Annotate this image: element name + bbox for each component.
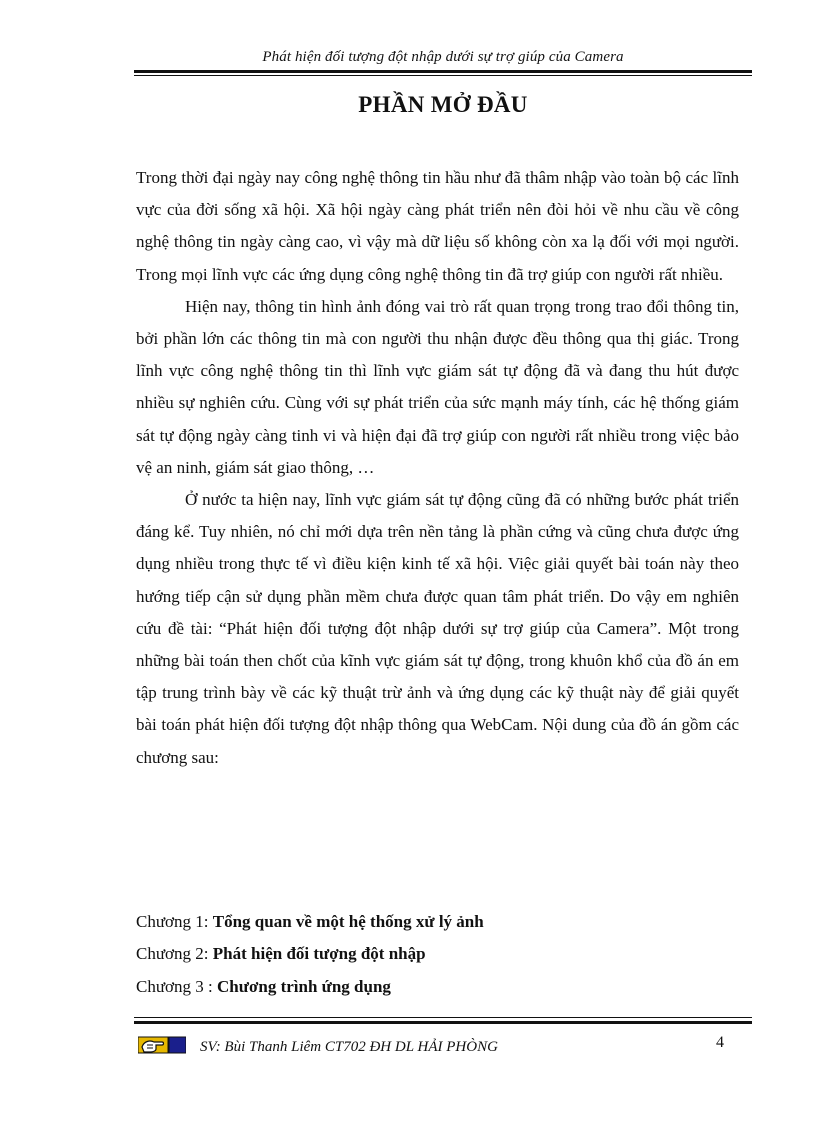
paragraph: Ở nước ta hiện nay, lĩnh vực giám sát tự động cũng đã có những bước phát triển đáng kể. Tuy nhiên, nó chỉ mới dựa trên nền tảng là phần cứng và cũng chưa được ứng dụng nhiều trong thực tế vì điều kiện kinh tế xã hội. Việc giải quyết bài toán này theo hướng tiếp cận sử dụng phần mềm chưa được quan tâm phát triển. Do vậy em nghiên cứu đề tài: “Phát hiện đối tượng đột nhập dưới sự trợ giúp của Camera”. Một trong những bài toán then chốt của kĩnh vực giám sát tự động, trong khuôn khổ của đồ án em tập trung trình bày về các kỹ thuật trừ ảnh và ứng dụng các kỹ thuật này để giải quyết bài toán phát hiện đối tượng đột nhập thông qua WebCam. Nội dung của đồ án gồm các chương sau: [136, 490, 739, 767]
footer-rule-thick [134, 1021, 752, 1024]
hand-pointer-logo-icon [138, 1033, 186, 1055]
footer-author: SV: Bùi Thanh Liêm CT702 ĐH DL HẢI PHÒNG [200, 1039, 498, 1055]
chapter-title: Tổng quan về một hệ thống xử lý ảnh [212, 912, 484, 931]
page-number: 4 [716, 1034, 724, 1051]
chapter-label: Chương 3 : [136, 976, 218, 996]
body-text [136, 162, 739, 774]
chapter-title: Phát hiện đối tượng đột nhập [212, 944, 426, 964]
chapter-title: Chương trình ứng dụng [217, 976, 391, 996]
chapter-list [136, 906, 484, 1003]
chapter-label: Chương 2: [136, 944, 213, 964]
chapter-label: Chương 1: [136, 912, 213, 931]
header-rule-thick [134, 70, 752, 73]
paragraph: Trong thời đại ngày nay công nghệ thông tin hầu như đã thâm nhập vào toàn bộ các lĩnh vực của đời sống xã hội. Xã hội ngày càng phát triển nên đòi hỏi về nhu cầu về công nghệ thông tin ngày càng cao, vì vậy mà dữ liệu số không còn xa lạ đối với mọi người. Trong mọi lĩnh vực các ứng dụng công nghệ thông tin đã trợ giúp con người rất nhiều. [136, 168, 739, 284]
paragraph: Hiện nay, thông tin hình ảnh đóng vai trò rất quan trọng trong trao đổi thông tin, bởi phần lớn các thông tin mà con người thu nhận được đều thông qua thị giác. Trong lĩnh vực công nghệ thông tin thì lĩnh vực giám sát tự động đã và đang thu hút được nhiều sự nghiên cứu. Cùng với sự phát triển của sức mạnh máy tính, các hệ thống giám sát tự động ngày càng tinh vi và hiện đại đã trợ giúp con người rất nhiều trong việc bảo vệ an ninh, giám sát giao thông, … [136, 296, 739, 477]
chapter-item [136, 971, 484, 1003]
chapter-item [136, 906, 484, 938]
header-rule-thin [134, 75, 752, 76]
page-title: PHẦN MỞ ĐẦU [358, 92, 528, 117]
footer-rule-thin [134, 1017, 752, 1018]
chapter-item [136, 938, 484, 970]
running-header-title: Phát hiện đối tượng đột nhập dưới sự trợ giúp của Camera [262, 49, 624, 65]
